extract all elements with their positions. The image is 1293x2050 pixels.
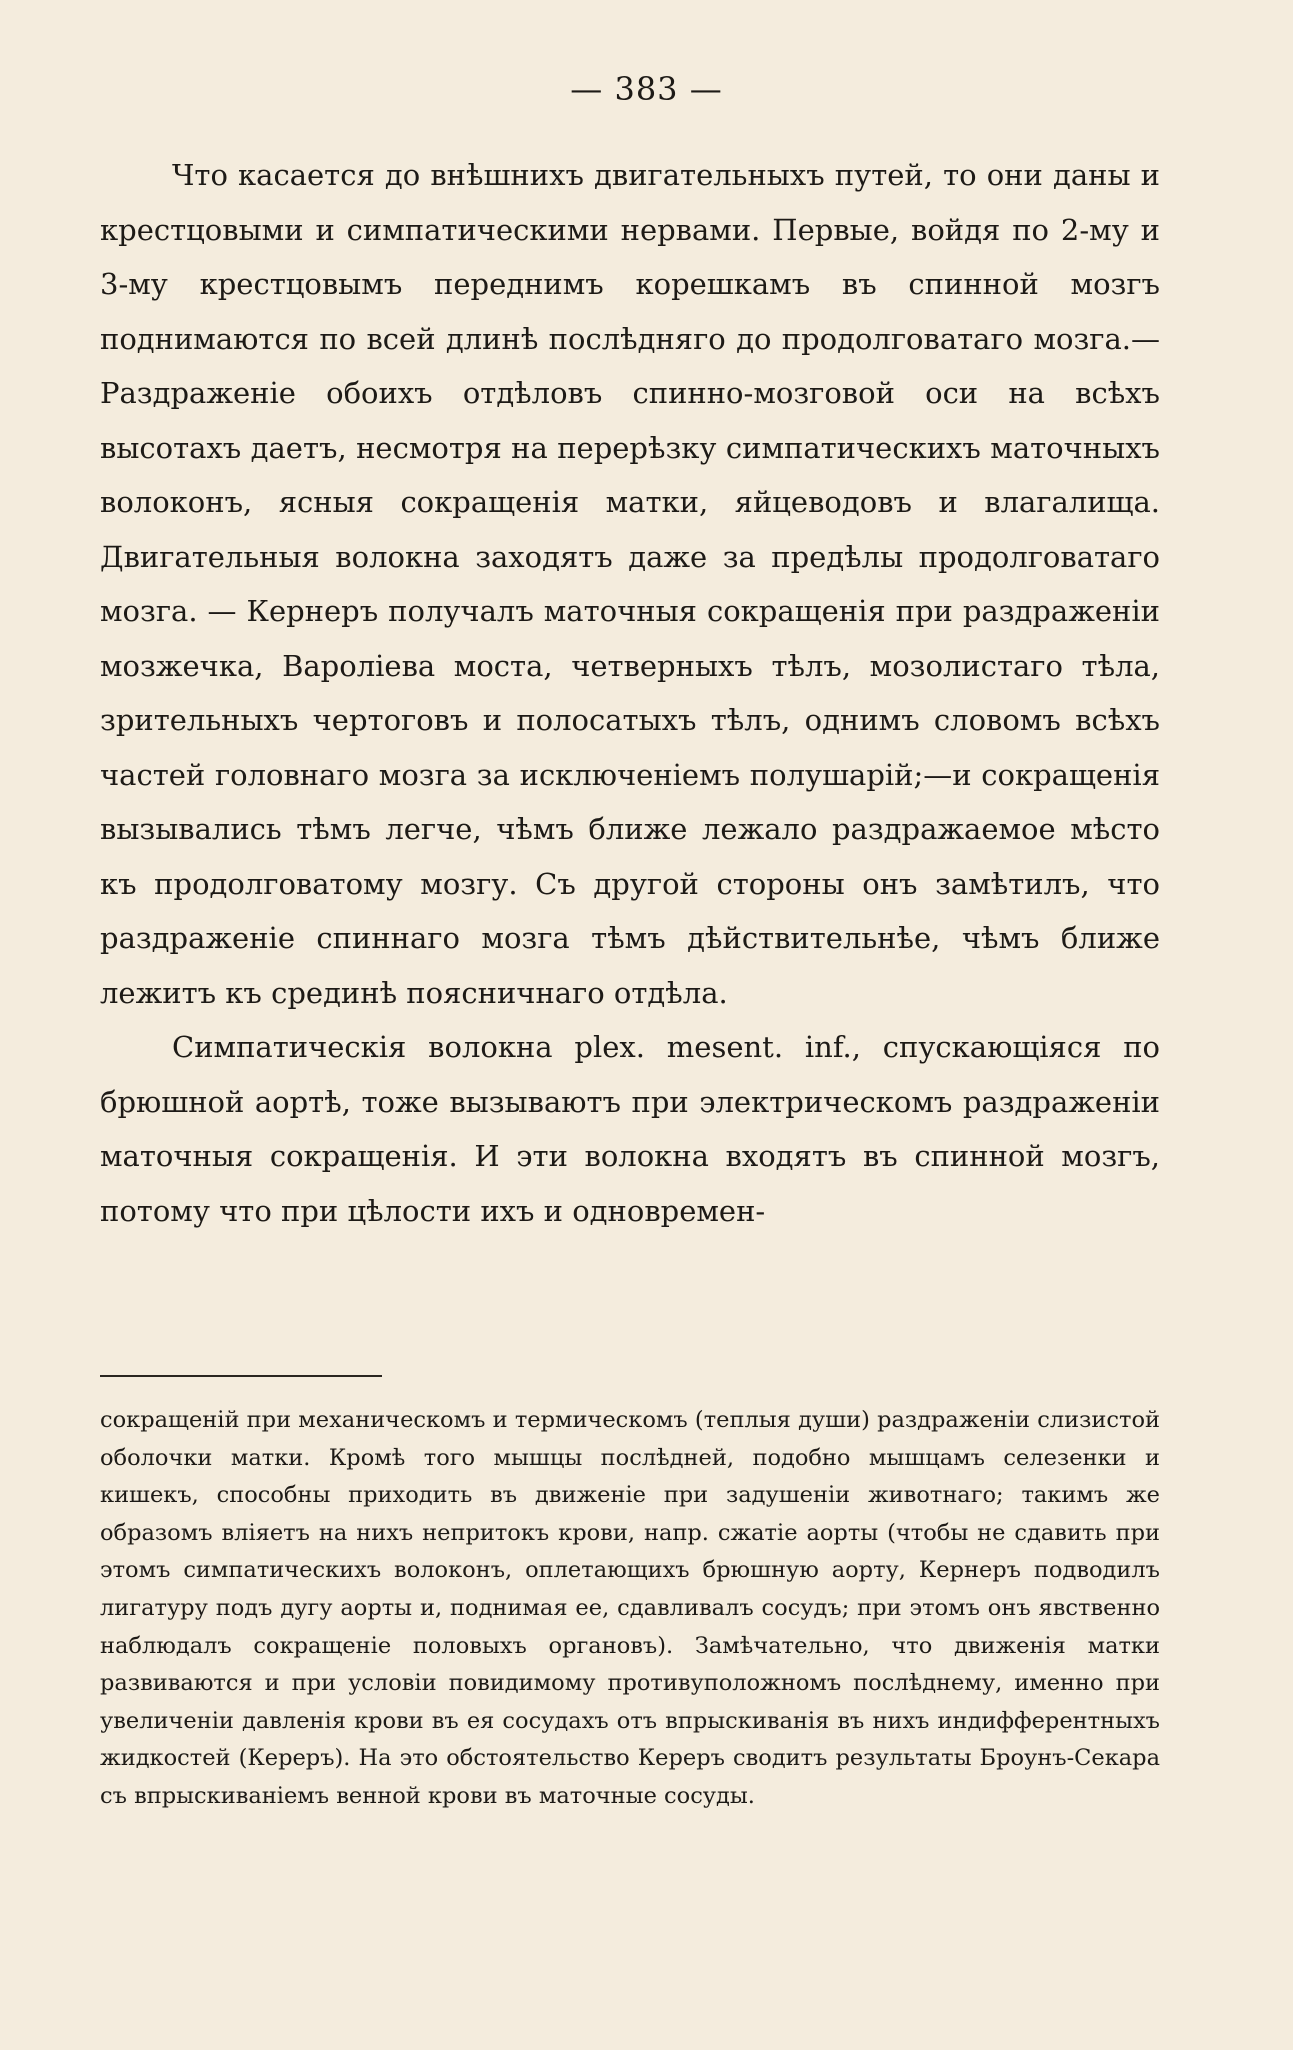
footnote-text: сокращеній при механическомъ и термическомъ (теплыя души) раздраженіи слизистой оболочки матки. Кромѣ того мышцы послѣдней, подобно мышцамъ селезенки и кишекъ, способны приходить въ движеніе при задушеніи животнаго; такимъ же образомъ вліяетъ на нихъ непритокъ крови, напр. сжатіе аорты (чтобы не сдавить при этомъ симпатическихъ волоконъ, оплетающихъ брюшную аорту, Кернеръ подводилъ лигатуру подъ дугу аорты и, поднимая ее, сдавливалъ сосудъ; при этомъ онъ явственно наблюдалъ сокращеніе половыхъ органовъ). Замѣчательно, что движенія матки развиваются и при условіи повидимому противуположномъ послѣднему, именно при увеличеніи давленія крови въ ея сосудахъ отъ впрыскиванія въ нихъ индифферентныхъ жидкостей (Керeръ). На это обстоятельство Керeръ сводитъ результаты Броунъ-Секара съ впрыскиваніемъ венной крови въ маточные сосуды.: [100, 1407, 1160, 1809]
page-number: — 383 —: [570, 70, 723, 108]
footnote: [100, 1402, 1160, 1816]
paragraph: Симпатическія волокна plex. mesent. inf., спускающіяся по брюшной аортѣ, тоже вызываютъ при электрическомъ раздраженіи маточныя сокращенія. И эти волокна входятъ въ спинной мозгъ, потому что при цѣлости ихъ и одновремен-: [100, 1030, 1160, 1228]
paragraph: Что касается до внѣшнихъ двигательныхъ путей, то они даны и крестцовыми и симпатическими нервами. Первые, войдя по 2-му и 3-му крестцовымъ переднимъ корешкамъ въ спинной мозгъ поднимаются по всей длинѣ послѣдняго до продолговатаго мозга.—Раздраженіе обоихъ отдѣловъ спинно-мозговой оси на всѣхъ высотахъ даетъ, несмотря на перерѣзку симпатическихъ маточныхъ волоконъ, ясныя сокращенія матки, яйцеводовъ и влагалища. Двигательныя волокна заходятъ даже за предѣлы продолговатаго мозга. — Кернеръ получалъ маточныя сокращенія при раздраженіи мозжечка, Вароліева моста, четверныхъ тѣлъ, мозолистаго тѣла, зрительныхъ чертоговъ и полосатыхъ тѣлъ, однимъ словомъ всѣхъ частей головнаго мозга за исключеніемъ полушарій;—и сокращенія вызывались тѣмъ легче, чѣмъ ближе лежало раздражаемое мѣсто къ продолговатому мозгу. Съ другой стороны онъ замѣтилъ, что раздраженіе спиннаго мозга тѣмъ дѣйствительнѣе, чѣмъ ближе лежитъ къ срединѣ поясничнаго отдѣла.: [100, 158, 1160, 1010]
footnote-divider: [100, 1375, 382, 1377]
main-text: [100, 148, 1160, 1238]
